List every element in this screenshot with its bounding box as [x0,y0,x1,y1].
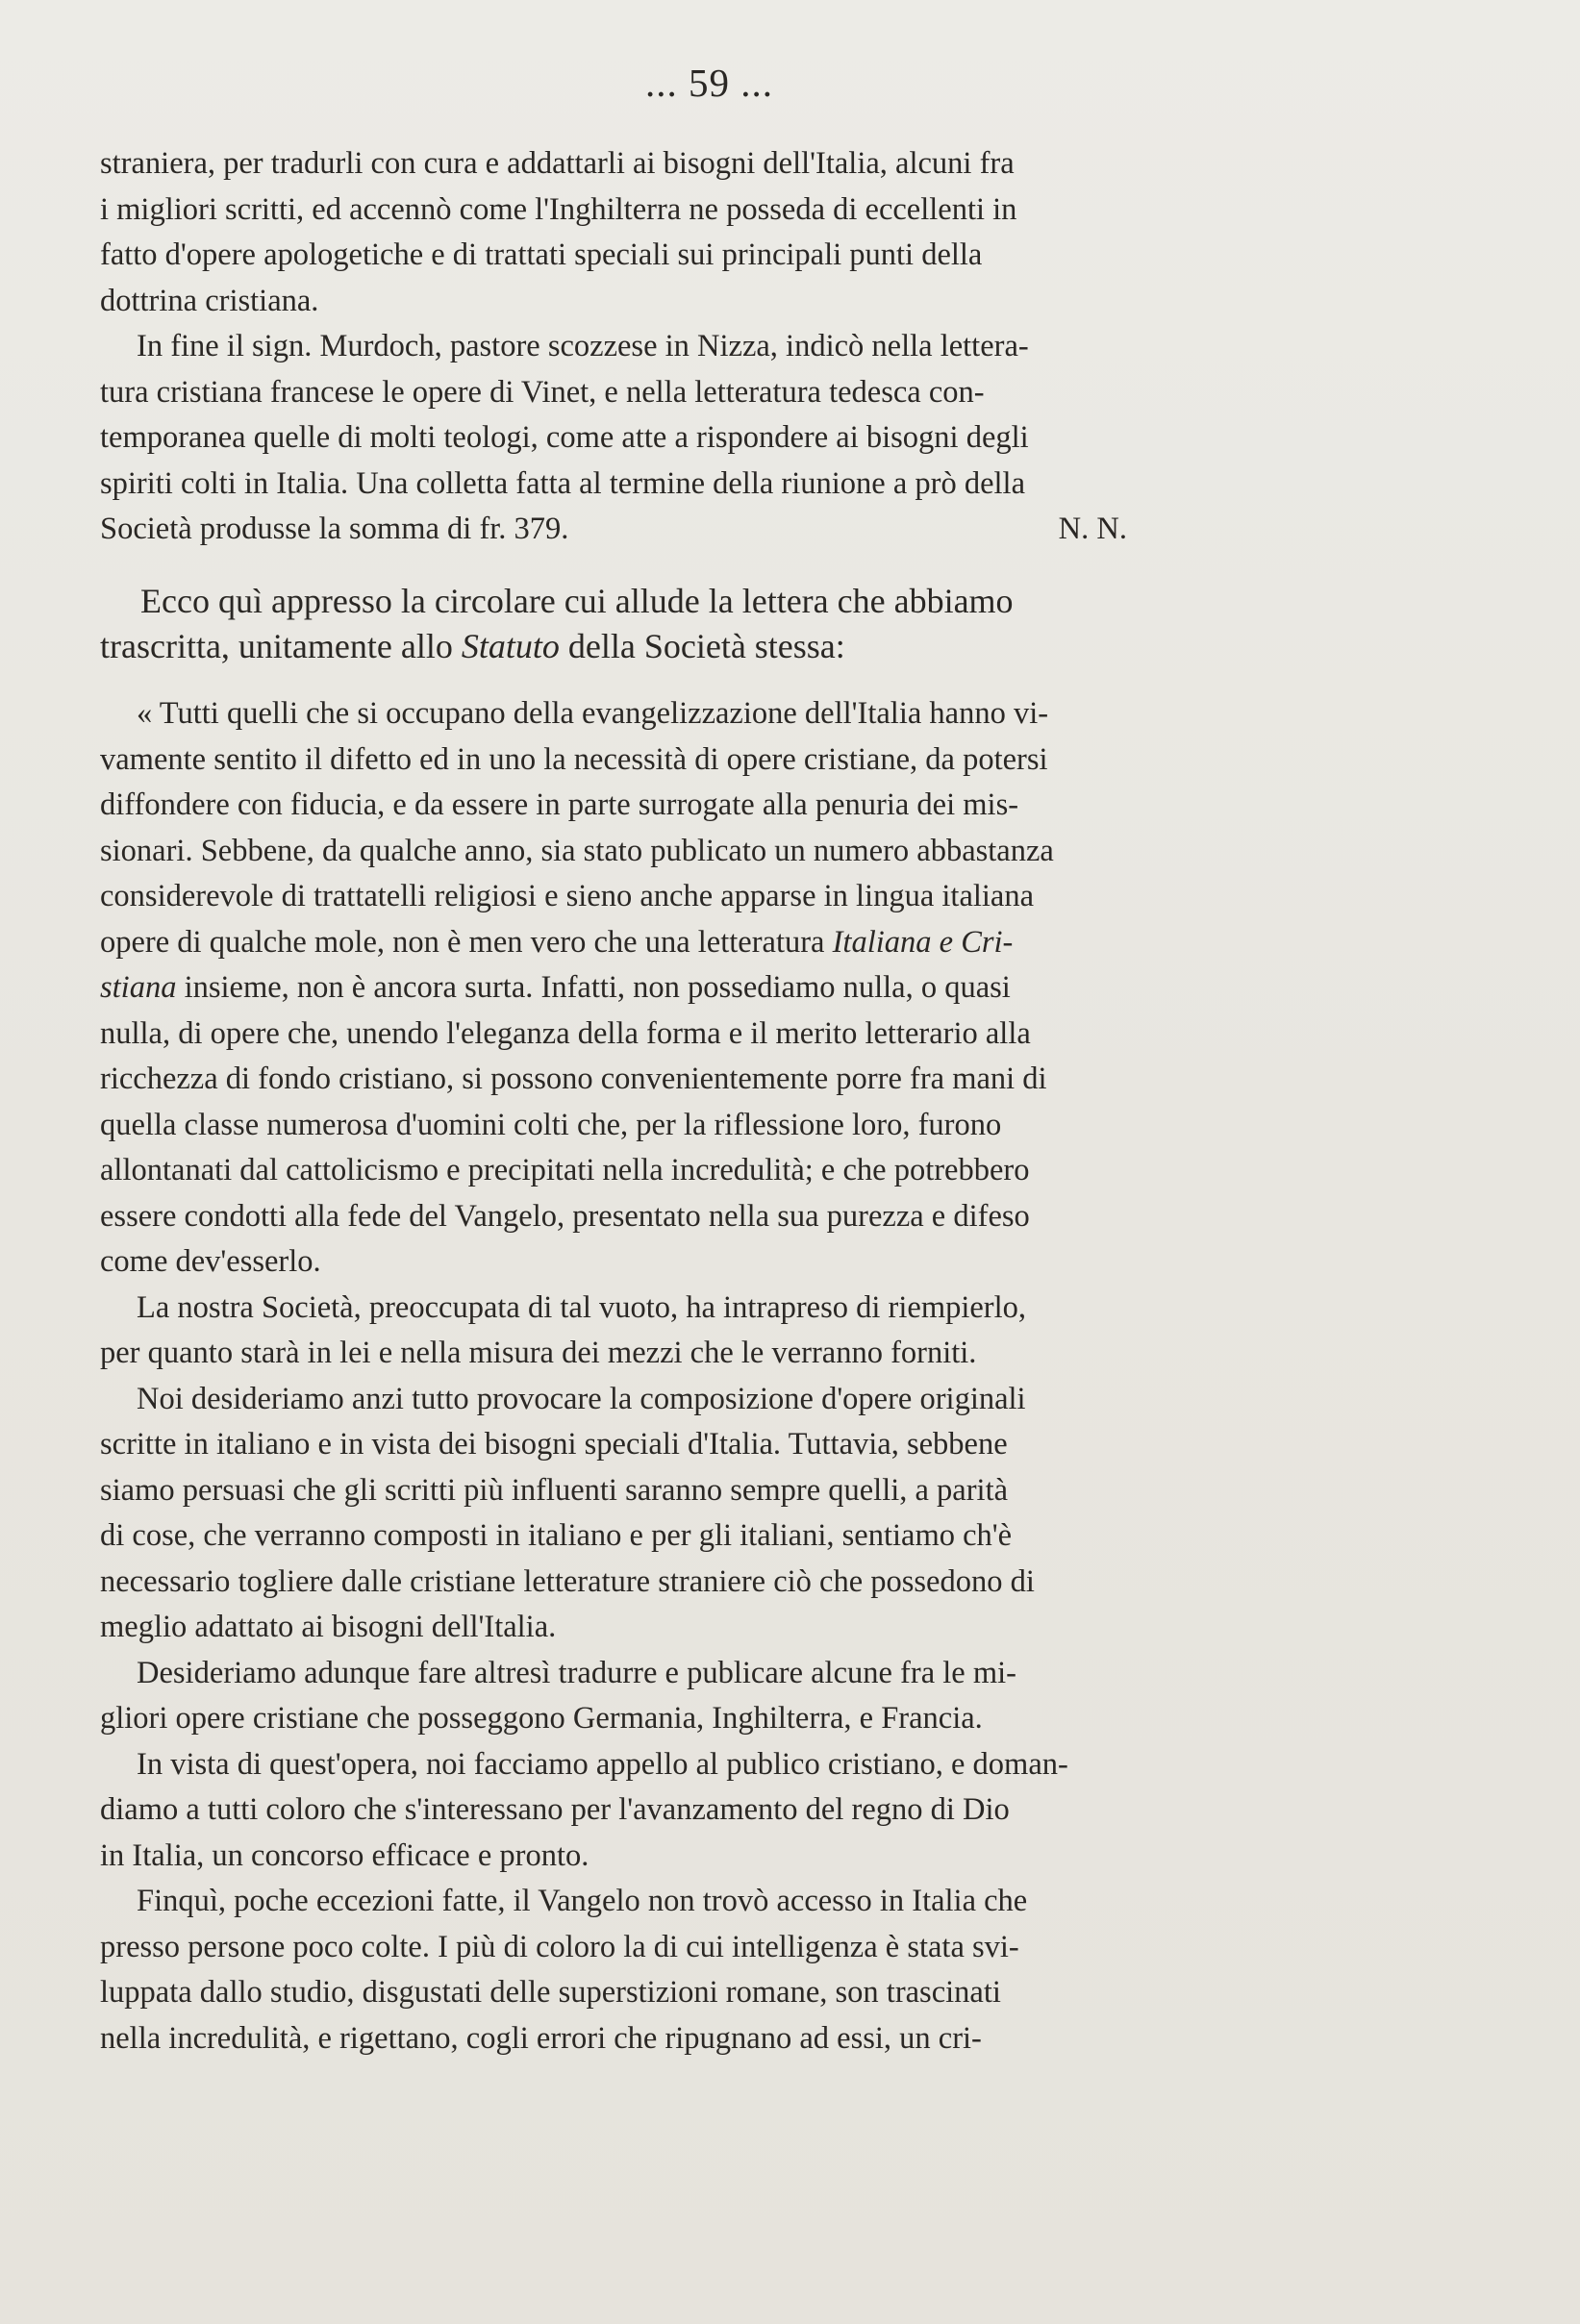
text-line: straniera, per tradurli con cura e addattarli ai bisogni dell'Italia, alcuni fra [100,146,1015,181]
text-line: considerevole di trattatelli religiosi e sieno anche apparse in lingua italiana [100,879,1035,913]
text-line-part: opere di qualche mole, non è men vero che una letteratura [100,924,833,960]
text-line: diffondere con fiducia, e da essere in parte surrogate alla penuria dei mis- [100,787,1019,822]
text-line: tura cristiana francese le opere di Vinet, e nella letteratura tedesca con- [100,374,985,410]
text-line: nulla, di opere che, unendo l'eleganza della forma e il merito letterario alla [100,1015,1031,1051]
report-continuation [100,141,1242,553]
text-line-part: insieme, non è ancora surta. Infatti, non possediamo nulla, o quasi [176,970,1011,1005]
text-line: meglio adattato ai bisogni dell'Italia. [100,1610,557,1644]
circular-paragraph [100,1742,1242,1880]
intro-line: Ecco quì appresso la circolare cui allude la lettera che abbiamo [140,582,1014,620]
circular-paragraph [100,1377,1242,1651]
italic-term: Statuto [461,627,560,665]
text-line: nella incredulità, e rigettano, cogli errori che ripugnano ad essi, un cri- [100,2020,982,2056]
paragraph-murdoch [100,324,1242,507]
text-line: per quanto starà in lei e nella misura dei mezzi che le verranno forniti. [100,1336,977,1370]
text-line: di cose, che verranno composti in italiano e per gli italiani, sentiamo ch'è [100,1518,1013,1553]
intro-line-part: trascritta, unitamente allo [100,627,462,665]
text-line: ricchezza di fondo cristiano, si possono convenientemente porre fra mani di [100,1062,1047,1096]
text-line: « Tutti quelli che si occupano della evangelizzazione dell'Italia hanno vi- [137,696,1049,731]
text-line: allontanati dal cattolicismo e precipitati nella incredulità; e che potrebbero [100,1153,1030,1187]
circular-paragraph [100,1286,1242,1377]
text-line: Noi desideriamo anzi tutto provocare la composizione d'opere originali [137,1381,1026,1416]
text-line: Società produsse la somma di fr. 379. [100,512,569,546]
text-line: In vista di quest'opera, noi facciamo appello al publico cristiano, e doman- [137,1746,1068,1782]
italic-term: stiana [100,970,177,1005]
intro-paragraph [100,579,1242,669]
text-line: necessario togliere dalle cristiane letterature straniere ciò che possedono di [100,1563,1035,1599]
text-line: sionari. Sebbene, da qualche anno, sia stato publicato un numero abbastanza [100,833,1054,868]
text-line: luppata dallo studio, disgustati delle superstizioni romane, son trascinati [100,1975,1001,2010]
text-line: presso persone poco colte. I più di coloro la di cui intelligenza è stata svi- [100,1929,1019,1964]
text-line: in Italia, un concorso efficace e pronto. [100,1837,589,1873]
text-line: Desideriamo adunque fare altresì tradurre e publicare alcune fra le mi- [137,1655,1016,1690]
text-line: essere condotti alla fede del Vangelo, presentato nella sua purezza e difeso [100,1198,1030,1234]
text-line: i migliori scritti, ed accennò come l'Inghilterra ne posseda di eccellenti in [100,191,1017,227]
text-line: gliori opere cristiane che posseggono Germania, Inghilterra, e Francia. [100,1701,983,1736]
intro-line-part: della Società stessa: [559,627,845,665]
text-line: dottrina cristiana. [100,283,319,318]
paragraph-continuation [100,141,1242,324]
text-line: fatto d'opere apologetiche e di trattati speciali sui principali punti della [100,237,983,272]
text-line: vamente sentito il difetto ed in uno la necessità di opere cristiane, da potersi [100,741,1048,777]
circular-intro [100,579,1242,669]
circular-text [100,691,1242,2062]
circular-paragraph [100,1879,1242,2062]
text-line: Finquì, poche eccezioni fatte, il Vangelo non trovò accesso in Italia che [137,1884,1028,1918]
text-line: quella classe numerosa d'uomini colti che, per la riflessione loro, furono [100,1107,1002,1142]
circular-paragraph [100,691,1242,1286]
signature: N. N. [1058,512,1127,546]
italic-term: Italiana e Cri- [832,924,1014,960]
text-line: La nostra Società, preoccupata di tal vuoto, ha intrapreso di riempierlo, [137,1289,1027,1325]
text-line: temporanea quelle di molti teologi, come atte a rispondere ai bisogni degli [100,420,1029,455]
text-line: come dev'esserlo. [100,1244,321,1279]
text-line: siamo persuasi che gli scritti più influenti saranno sempre quelli, a parità [100,1472,1009,1508]
text-line: scritte in italiano e in vista dei bisogni speciali d'Italia. Tuttavia, sebbene [100,1427,1008,1462]
text-line: spiriti colti in Italia. Una colletta fatta al termine della riunione a prò della [100,465,1026,501]
signature-line [100,507,1242,553]
text-line: diamo a tutti coloro che s'interessano per l'avanzamento del regno di Dio [100,1792,1010,1827]
circular-paragraph [100,1651,1242,1742]
page-number: ... 59 ... [645,61,773,105]
text-line: In fine il sign. Murdoch, pastore scozzese in Nizza, indicò nella lettera- [137,329,1029,363]
